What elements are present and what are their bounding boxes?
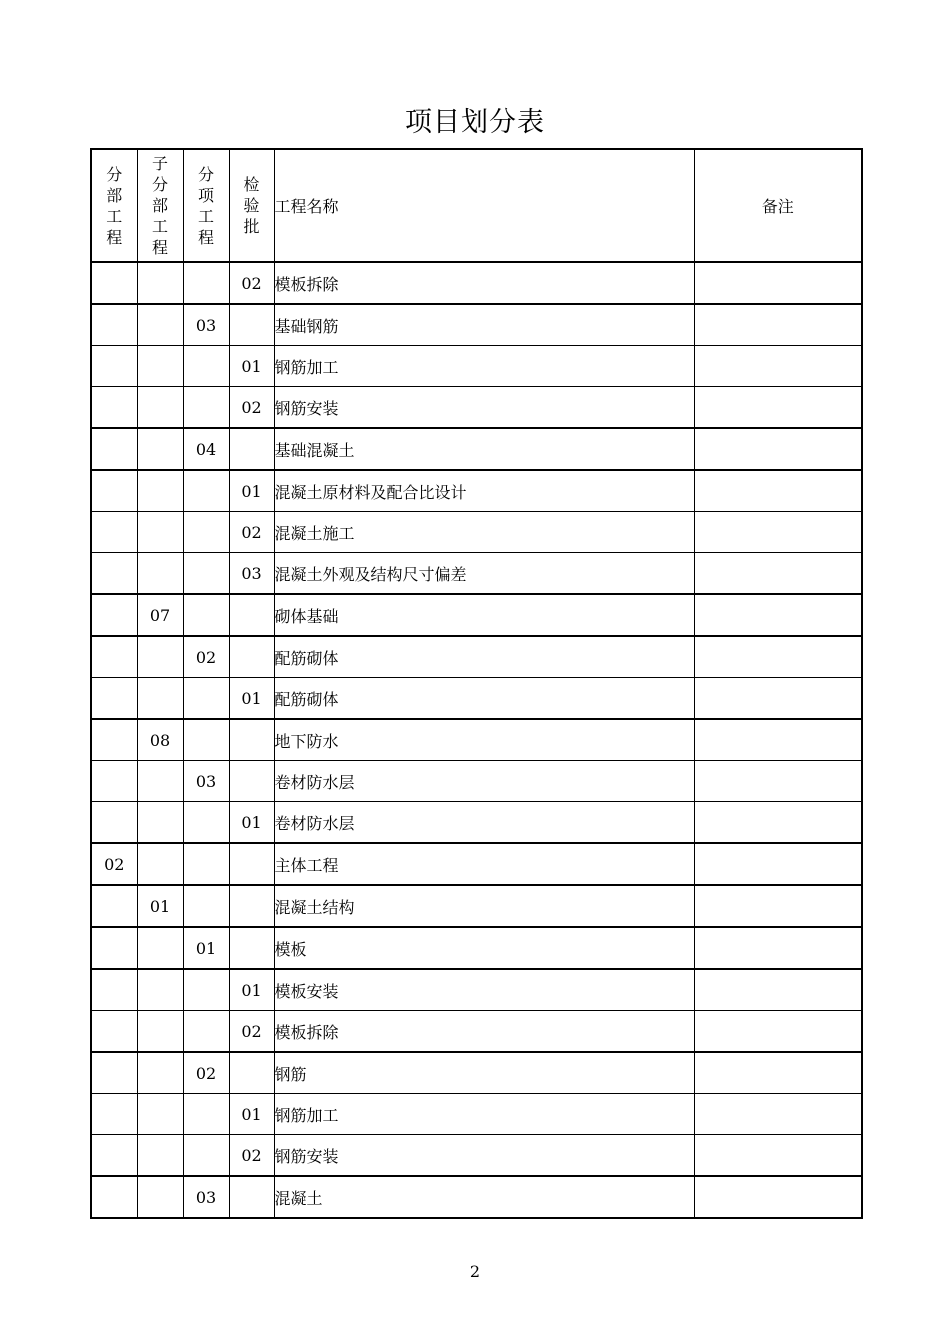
cell-item: 02 xyxy=(183,636,229,678)
table-row xyxy=(91,346,862,387)
cell-remark xyxy=(694,719,862,761)
cell-name: 地下防水 xyxy=(274,719,694,761)
table-row xyxy=(91,843,862,885)
cell-division: 02 xyxy=(91,843,137,885)
cell-name: 卷材防水层 xyxy=(274,802,694,844)
cell-subdivision xyxy=(137,843,183,885)
cell-remark xyxy=(694,470,862,512)
cell-name: 模板拆除 xyxy=(274,1011,694,1053)
cell-item xyxy=(183,594,229,636)
cell-subdivision xyxy=(137,470,183,512)
cell-division xyxy=(91,470,137,512)
cell-name: 模板 xyxy=(274,927,694,969)
header-name: 工程名称 xyxy=(274,149,694,262)
cell-name: 混凝土 xyxy=(274,1176,694,1218)
cell-subdivision xyxy=(137,387,183,429)
cell-name: 钢筋加工 xyxy=(274,346,694,387)
cell-batch xyxy=(229,1052,274,1094)
cell-name: 模板拆除 xyxy=(274,262,694,304)
cell-subdivision xyxy=(137,304,183,346)
cell-division xyxy=(91,262,137,304)
cell-batch xyxy=(229,304,274,346)
cell-item xyxy=(183,470,229,512)
cell-item xyxy=(183,678,229,720)
table-header-row xyxy=(91,149,862,262)
table-row xyxy=(91,1011,862,1053)
cell-name: 配筋砌体 xyxy=(274,678,694,720)
cell-division xyxy=(91,969,137,1011)
cell-remark xyxy=(694,802,862,844)
cell-item: 03 xyxy=(183,761,229,802)
cell-batch: 01 xyxy=(229,969,274,1011)
cell-batch: 01 xyxy=(229,1094,274,1135)
table-row xyxy=(91,1094,862,1135)
cell-division xyxy=(91,304,137,346)
cell-subdivision: 01 xyxy=(137,885,183,927)
page-title: 项目划分表 xyxy=(405,107,545,138)
cell-division xyxy=(91,387,137,429)
division-table xyxy=(90,148,863,1219)
cell-batch: 02 xyxy=(229,1135,274,1177)
cell-name: 基础混凝土 xyxy=(274,428,694,470)
cell-remark xyxy=(694,843,862,885)
cell-name: 混凝土外观及结构尺寸偏差 xyxy=(274,553,694,595)
cell-item: 03 xyxy=(183,1176,229,1218)
cell-remark xyxy=(694,553,862,595)
table-row xyxy=(91,387,862,429)
cell-subdivision xyxy=(137,346,183,387)
cell-division xyxy=(91,553,137,595)
cell-item xyxy=(183,885,229,927)
header-subdivision: 子分部工程 xyxy=(137,149,183,262)
table-row xyxy=(91,1176,862,1218)
cell-subdivision xyxy=(137,428,183,470)
page-number: 2 xyxy=(469,1262,481,1281)
cell-remark xyxy=(694,428,862,470)
cell-subdivision: 07 xyxy=(137,594,183,636)
table-row xyxy=(91,1052,862,1094)
cell-remark xyxy=(694,346,862,387)
cell-division xyxy=(91,1094,137,1135)
cell-batch: 02 xyxy=(229,262,274,304)
cell-remark xyxy=(694,927,862,969)
cell-item xyxy=(183,719,229,761)
table-row xyxy=(91,802,862,844)
cell-name: 配筋砌体 xyxy=(274,636,694,678)
header-division: 分部工程 xyxy=(91,149,137,262)
cell-batch: 01 xyxy=(229,678,274,720)
cell-name: 钢筋安装 xyxy=(274,387,694,429)
cell-division xyxy=(91,428,137,470)
table-row xyxy=(91,1135,862,1177)
table-row xyxy=(91,636,862,678)
cell-remark xyxy=(694,262,862,304)
cell-division xyxy=(91,512,137,553)
cell-name: 砌体基础 xyxy=(274,594,694,636)
cell-name: 钢筋 xyxy=(274,1052,694,1094)
cell-division xyxy=(91,927,137,969)
cell-division xyxy=(91,1176,137,1218)
cell-batch xyxy=(229,636,274,678)
table-row xyxy=(91,304,862,346)
cell-batch xyxy=(229,927,274,969)
cell-remark xyxy=(694,761,862,802)
table-row xyxy=(91,678,862,720)
cell-subdivision xyxy=(137,262,183,304)
cell-name: 模板安装 xyxy=(274,969,694,1011)
cell-remark xyxy=(694,1135,862,1177)
cell-division xyxy=(91,885,137,927)
cell-remark xyxy=(694,304,862,346)
cell-batch: 01 xyxy=(229,346,274,387)
cell-subdivision xyxy=(137,761,183,802)
cell-remark xyxy=(694,387,862,429)
cell-subdivision xyxy=(137,512,183,553)
cell-name: 混凝土原材料及配合比设计 xyxy=(274,470,694,512)
cell-remark xyxy=(694,969,862,1011)
cell-name: 卷材防水层 xyxy=(274,761,694,802)
cell-item: 03 xyxy=(183,304,229,346)
cell-batch xyxy=(229,843,274,885)
cell-name: 混凝土结构 xyxy=(274,885,694,927)
cell-batch: 01 xyxy=(229,802,274,844)
cell-item xyxy=(183,802,229,844)
cell-batch xyxy=(229,594,274,636)
cell-item xyxy=(183,262,229,304)
cell-division xyxy=(91,346,137,387)
cell-division xyxy=(91,594,137,636)
table-row xyxy=(91,512,862,553)
cell-batch: 02 xyxy=(229,387,274,429)
header-batch: 检验批 xyxy=(229,149,274,262)
cell-batch xyxy=(229,428,274,470)
cell-item xyxy=(183,512,229,553)
cell-subdivision xyxy=(137,1011,183,1053)
cell-name: 钢筋加工 xyxy=(274,1094,694,1135)
table-row xyxy=(91,594,862,636)
cell-remark xyxy=(694,1011,862,1053)
cell-subdivision xyxy=(137,553,183,595)
cell-division xyxy=(91,636,137,678)
header-item: 分项工程 xyxy=(183,149,229,262)
cell-subdivision xyxy=(137,1094,183,1135)
cell-division xyxy=(91,1011,137,1053)
cell-subdivision xyxy=(137,969,183,1011)
table-row xyxy=(91,719,862,761)
cell-name: 混凝土施工 xyxy=(274,512,694,553)
cell-item xyxy=(183,1135,229,1177)
cell-item: 01 xyxy=(183,927,229,969)
cell-subdivision xyxy=(137,636,183,678)
cell-item xyxy=(183,843,229,885)
cell-subdivision xyxy=(137,1176,183,1218)
cell-item xyxy=(183,1094,229,1135)
table-row xyxy=(91,885,862,927)
header-remark: 备注 xyxy=(694,149,862,262)
cell-subdivision xyxy=(137,1135,183,1177)
table-row xyxy=(91,553,862,595)
cell-subdivision xyxy=(137,1052,183,1094)
cell-division xyxy=(91,761,137,802)
cell-item xyxy=(183,1011,229,1053)
table-row xyxy=(91,927,862,969)
cell-item xyxy=(183,387,229,429)
cell-item xyxy=(183,969,229,1011)
cell-batch xyxy=(229,885,274,927)
cell-remark xyxy=(694,678,862,720)
cell-division xyxy=(91,1135,137,1177)
table-row xyxy=(91,969,862,1011)
table-row xyxy=(91,470,862,512)
table-row xyxy=(91,428,862,470)
cell-division xyxy=(91,1052,137,1094)
cell-item: 02 xyxy=(183,1052,229,1094)
cell-batch: 02 xyxy=(229,512,274,553)
cell-remark xyxy=(694,885,862,927)
cell-subdivision xyxy=(137,927,183,969)
cell-batch: 02 xyxy=(229,1011,274,1053)
cell-batch: 03 xyxy=(229,553,274,595)
cell-name: 基础钢筋 xyxy=(274,304,694,346)
cell-remark xyxy=(694,512,862,553)
cell-batch xyxy=(229,761,274,802)
cell-division xyxy=(91,802,137,844)
cell-remark xyxy=(694,1052,862,1094)
table-row xyxy=(91,761,862,802)
cell-item xyxy=(183,346,229,387)
cell-division xyxy=(91,719,137,761)
cell-name: 钢筋安装 xyxy=(274,1135,694,1177)
cell-name: 主体工程 xyxy=(274,843,694,885)
cell-subdivision: 08 xyxy=(137,719,183,761)
cell-remark xyxy=(694,1094,862,1135)
cell-remark xyxy=(694,1176,862,1218)
table-row xyxy=(91,262,862,304)
cell-remark xyxy=(694,594,862,636)
cell-batch xyxy=(229,1176,274,1218)
cell-subdivision xyxy=(137,678,183,720)
cell-batch: 01 xyxy=(229,470,274,512)
cell-batch xyxy=(229,719,274,761)
cell-division xyxy=(91,678,137,720)
cell-remark xyxy=(694,636,862,678)
cell-subdivision xyxy=(137,802,183,844)
cell-item xyxy=(183,553,229,595)
cell-item: 04 xyxy=(183,428,229,470)
